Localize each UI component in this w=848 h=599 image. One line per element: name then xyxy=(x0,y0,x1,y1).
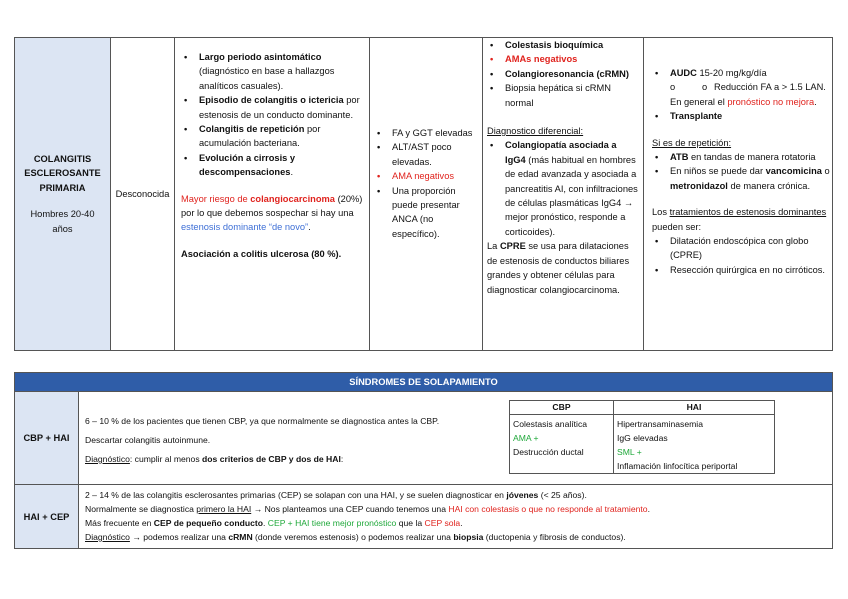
cbp-item: Destrucción ductal xyxy=(513,447,584,457)
diagnosis-cell xyxy=(482,38,643,350)
r1-diagnosis: Diagnóstico: cumplir al menos dos criterios de CBP y dos de HAI: xyxy=(85,454,344,464)
r1-line1: 6 – 10 % de los pacientes que tienen CBP, ya que normalmente se diagnostica antes la CBP. xyxy=(85,416,440,426)
cbp-item: AMA + xyxy=(513,433,539,443)
disease-name: COLANGITIS ESCLEROSANTE PRIMARIA xyxy=(24,153,101,193)
tx-sub: o o Reducción FA a > 1.5 LAN. xyxy=(652,80,830,94)
etiology-text: Desconocida xyxy=(115,188,170,199)
diff-item: • Colangiopatía asociada a IgG4 (más habitual en hombres de edad avanzada y asociada a pancreatitis AI, con infiltraciones de células plasmáticas IgG4 → mejor pronóstico, responde a corticoides). xyxy=(487,138,639,239)
r2-line2: Normalmente se diagnostica primero la HAI → Nos planteamos una CEP cuando tenemos una HAI con colestasis o que no responde al tratamiento. xyxy=(85,504,650,514)
assoc-text: Asociación a colitis ulcerosa (80 %). xyxy=(181,248,342,259)
row-content xyxy=(79,485,832,548)
hai-column xyxy=(614,401,774,473)
risk-text: Mayor riesgo de colangiocarcinoma (20%) por lo que debemos sospechar si hay una estenosis dominante “de novo”. xyxy=(181,193,363,233)
dx-item: • Colestasis bioquímica xyxy=(487,38,639,52)
cbp-column xyxy=(510,401,614,473)
lab-item: • ALT/AST poco elevadas. xyxy=(374,140,478,169)
lab-cell xyxy=(369,38,482,350)
tx-item: • ATB en tandas de manera rotatoria xyxy=(652,150,830,164)
criteria-table xyxy=(509,400,775,474)
r2-line1: 2 – 14 % de las colangitis esclerosantes primarias (CEP) se solapan con una HAI, y se suelen diagnosticar en jóvenes (< 25 años). xyxy=(85,490,587,500)
r2-line3: Más frecuente en CEP de pequeño conducto. CEP + HAI tiene mejor pronóstico que la CEP sola. xyxy=(85,518,463,528)
diff-title: Diagnostico diferencial: xyxy=(487,126,584,137)
dx-item: • Colangioresonancia (cRMN) xyxy=(487,67,639,81)
overlap-row-hai-cep xyxy=(15,484,832,548)
cbp-item: Colestasis analítica xyxy=(513,419,588,429)
overlap-row-cbp-hai xyxy=(15,391,832,484)
cep-table xyxy=(14,37,833,351)
tx-item: • Transplante xyxy=(652,109,830,123)
r1-line2: Descartar colangitis autoinmune. xyxy=(85,435,211,445)
lab-item: • Una proporción puede presentar ANCA (no específico). xyxy=(374,184,478,242)
r2-line4: Diagnóstico → podemos realizar una cRMN (donde veremos estenosis) o podemos realizar una biopsia (ductopenia y fibrosis de conductos). xyxy=(85,532,626,542)
overlap-table xyxy=(14,372,833,549)
clinic-item: • Largo periodo asintomático (diagnóstico en base a hallazgos analíticos casuales). xyxy=(181,50,363,93)
overlap-title: SÍNDROMES DE SOLAPAMIENTO xyxy=(15,373,832,391)
row-label: CBP + HAI xyxy=(15,392,79,484)
row-label: HAI + CEP xyxy=(15,485,79,548)
disease-demographic: Hombres 20-40 años xyxy=(30,209,95,234)
dx-item: • Biopsia hepática si cRMN normal xyxy=(487,81,639,110)
hai-item: Inflamación linfocítica periportal xyxy=(617,461,738,471)
lab-item: • AMA negativos xyxy=(374,169,478,183)
tx-general: En general el pronóstico no mejora. xyxy=(670,96,817,107)
treatment-cell xyxy=(643,38,834,350)
clinic-item: • Evolución a cirrosis y descompensaciones. xyxy=(181,151,363,180)
clinic-item: • Colangitis de repetición por acumulación bacteriana. xyxy=(181,122,363,151)
etiology-cell xyxy=(110,38,174,350)
clinic-item: • Episodio de colangitis o ictericia por estenosis de un conducto dominante. xyxy=(181,93,363,122)
hai-item: Hipertransaminasemia xyxy=(617,419,703,429)
sten-text: Los tratamientos de estenosis dominantes pueden ser: xyxy=(652,207,827,232)
cbp-header: CBP xyxy=(510,401,613,415)
hai-header: HAI xyxy=(614,401,774,415)
cpre-text: La CPRE se usa para dilataciones de estenosis de conductos biliares grandes y obtener células para diagnosticar colangiocarcinoma. xyxy=(487,241,630,295)
tx-item: • En niños se puede dar vancomicina o metronidazol de manera crónica. xyxy=(652,164,830,193)
hai-item: IgG elevadas xyxy=(617,433,668,443)
rep-title: Si es de repetición: xyxy=(652,137,732,148)
dx-item: • AMAs negativos xyxy=(487,52,639,66)
hai-item: SML + xyxy=(617,447,642,457)
disease-cell xyxy=(15,38,110,350)
tx-item: • Resección quirúrgica en no cirróticos. xyxy=(652,263,830,277)
lab-item: • FA y GGT elevadas xyxy=(374,126,478,140)
tx-item: • AUDC 15-20 mg/kg/día xyxy=(652,66,830,80)
clinic-cell xyxy=(174,38,369,350)
tx-item: • Dilatación endoscópica con globo (CPRE) xyxy=(652,234,830,263)
